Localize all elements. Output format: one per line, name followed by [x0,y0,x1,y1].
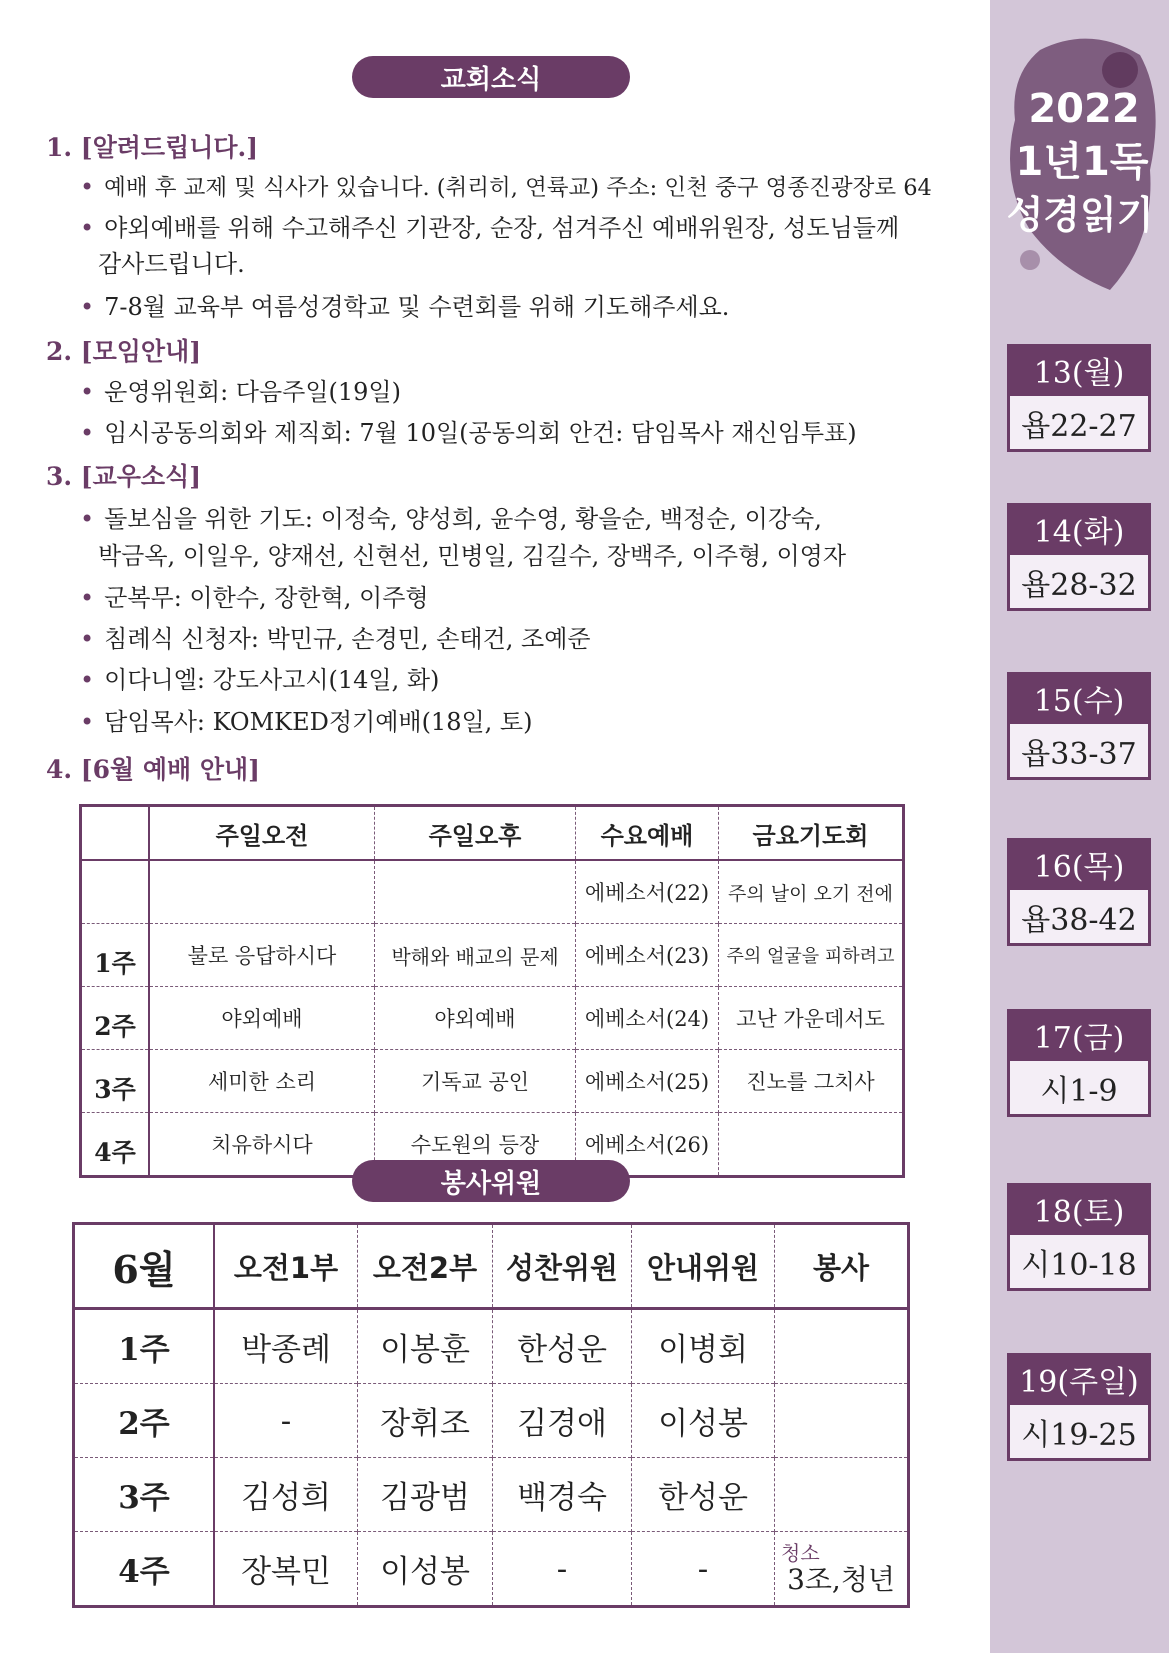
day-label: 18(토) [1007,1183,1151,1235]
table-header-row [81,806,904,861]
table-row [74,1309,909,1384]
table-cell: 주의 날이 오기 전에 [719,860,904,924]
table-cell: 한성운 [493,1309,632,1384]
header-cell: 주일오후 [375,806,576,861]
bullet-dot: • [80,293,95,321]
day-card [1007,1183,1151,1291]
news-item [80,288,729,326]
table-row [74,1458,909,1532]
volunteers-table [72,1222,910,1608]
news-item [80,661,439,699]
table-cell: 이병회 [632,1309,775,1384]
bullet-dot: • [80,214,95,242]
table-cell: 진노를 그치사 [719,1050,904,1113]
header-cell: 주일오전 [149,806,375,861]
table-cell: 이봉훈 [358,1309,493,1384]
table-cell: 야외예배 [149,987,375,1050]
section-heading: 2. [모임안내] [46,337,202,366]
header-cell: 성찬위원 [493,1224,632,1309]
table-cell: 이성봉 [358,1532,493,1607]
header-cell: 금요기도회 [719,806,904,861]
header-cell: 수요예배 [576,806,719,861]
day-reading: 욥33-37 [1007,724,1151,780]
week-cell: 1주 [81,924,150,987]
table-cell: 세미한 소리 [149,1050,375,1113]
day-label: 19(주일) [1007,1353,1151,1405]
day-label: 14(화) [1007,503,1151,555]
table-cell: 에베소서(22) [576,860,719,924]
news-item [80,209,899,247]
day-label: 15(수) [1007,672,1151,724]
week-cell: 3주 [74,1458,215,1532]
day-card [1007,672,1151,780]
table-cell: 이성봉 [632,1384,775,1458]
news-item [80,414,857,452]
bullet-dot: • [80,666,95,694]
worship-schedule-table [79,804,905,1178]
table-cell: 박종례 [214,1309,358,1384]
news-item-text: 담임목사: KOMKED정기예배(18일, 토) [104,708,533,736]
news-item-text: 침례식 신청자: 박민규, 손경민, 손태건, 조예준 [104,625,591,653]
news-item-text: 운영위원회: 다음주일(19일) [104,378,401,406]
table-cell: - [632,1532,775,1607]
news-item [80,373,401,411]
day-card [1007,344,1151,452]
table-cell: 장복민 [214,1532,358,1607]
news-item-text: 군복무: 이한수, 장한혁, 이주형 [104,584,429,612]
header-cell: 오전2부 [358,1224,493,1309]
week-cell [81,860,150,924]
bullet-dot: • [80,378,95,406]
news-item [80,620,591,658]
table-cell: 고난 가운데서도 [719,987,904,1050]
day-label: 17(금) [1007,1009,1151,1061]
section-heading: 4. [6월 예배 안내] [46,755,261,784]
day-card [1007,503,1151,611]
week-cell: 3주 [81,1050,150,1113]
day-reading: 시19-25 [1007,1405,1151,1461]
table-row [74,1384,909,1458]
header-cell: 봉사 [775,1224,909,1309]
table-cell: 김경애 [493,1384,632,1458]
news-title: 교회소식 [352,56,630,98]
week-cell: 4주 [81,1113,150,1177]
table-cell [149,860,375,924]
table-cell: 수도원의 등장 [375,1113,576,1177]
day-reading: 욥22-27 [1007,396,1151,452]
bullet-dot: • [80,419,95,447]
cleaning-cell [775,1532,909,1607]
news-item-continued: 박금옥, 이일우, 양재선, 신현선, 민병일, 김길수, 장백주, 이주형, 이영자 [98,542,847,570]
bullet-dot: • [80,708,95,736]
table-cell [775,1384,909,1458]
table-cell: 기독교 공인 [375,1050,576,1113]
table-cell: 장휘조 [358,1384,493,1458]
day-label: 16(목) [1007,838,1151,890]
week-cell: 2주 [74,1384,215,1458]
bullet-dot: • [80,505,95,533]
bullet-dot: • [80,625,95,653]
table-cell: 박해와 배교의 문제 [375,924,576,987]
news-item-continued: 감사드립니다. [98,250,245,278]
news-item-text: 돌보심을 위한 기도: 이정숙, 양성희, 윤수영, 황을순, 백정순, 이강숙, [104,505,822,533]
day-card [1007,1009,1151,1117]
table-cell: - [493,1532,632,1607]
logo-year: 2022 [1028,86,1140,132]
table-cell: 불로 응답하시다 [149,924,375,987]
header-cell: 안내위원 [632,1224,775,1309]
table-cell [719,1113,904,1177]
table-cell: 치유하시다 [149,1113,375,1177]
table-cell: 에베소서(25) [576,1050,719,1113]
table-cell: 에베소서(24) [576,987,719,1050]
news-item [80,579,429,617]
news-item [80,168,932,207]
table-cell [375,860,576,924]
cleaning-value: 3조,청년 [787,1562,895,1596]
header-cell: 오전1부 [214,1224,358,1309]
cleaning-label: 청소 [781,1540,820,1565]
day-card [1007,838,1151,946]
logo-line1: 1년1독 [1015,139,1149,185]
bible-reading-logo [1000,30,1160,300]
news-item-text: 이다니엘: 강도사고시(14일, 화) [104,666,440,694]
table-row [74,1532,909,1607]
table-cell: 김광범 [358,1458,493,1532]
volunteers-title: 봉사위원 [352,1160,630,1202]
news-item-text: 예배 후 교제 및 식사가 있습니다. (취리히, 연륙교) 주소: 인천 중구 영종진광장로 64 [104,175,932,201]
table-cell [775,1309,909,1384]
news-item-text: 7-8월 교육부 여름성경학교 및 수련회를 위해 기도해주세요. [104,293,730,321]
table-row [81,860,904,924]
day-reading: 욥38-42 [1007,890,1151,946]
news-item [80,703,532,741]
table-cell: 한성운 [632,1458,775,1532]
news-item-text: 임시공동의회와 제직회: 7월 10일(공동의회 안건: 담임목사 재신임투표) [104,419,857,447]
header-week [81,806,150,861]
table-cell: 야외예배 [375,987,576,1050]
table-cell [775,1458,909,1532]
table-row [81,987,904,1050]
table-header-row [74,1224,909,1309]
week-cell: 1주 [74,1309,215,1384]
day-label: 13(월) [1007,344,1151,396]
day-reading: 시10-18 [1007,1235,1151,1291]
table-cell: 에베소서(23) [576,924,719,987]
bullet-dot: • [80,584,95,612]
table-cell: - [214,1384,358,1458]
section-heading: 3. [교우소식] [46,462,202,491]
section-heading: 1. [알려드립니다.] [46,133,259,162]
day-reading: 시1-9 [1007,1061,1151,1117]
month-header: 6월 [74,1224,215,1309]
day-card [1007,1353,1151,1461]
table-row [81,1050,904,1113]
news-item-text: 야외예배를 위해 수고해주신 기관장, 순장, 섬겨주신 예배위원장, 성도님들께 [104,214,900,242]
table-cell: 에베소서(26) [576,1113,719,1177]
bullet-dot: • [80,173,95,201]
table-cell: 백경숙 [493,1458,632,1532]
table-cell: 주의 얼굴을 피하려고 [719,924,904,987]
week-cell: 2주 [81,987,150,1050]
table-cell: 김성희 [214,1458,358,1532]
week-cell: 4주 [74,1532,215,1607]
table-row [81,924,904,987]
news-item [80,500,822,538]
logo-line2: 성경읽기 [1006,193,1154,237]
day-reading: 욥28-32 [1007,555,1151,611]
